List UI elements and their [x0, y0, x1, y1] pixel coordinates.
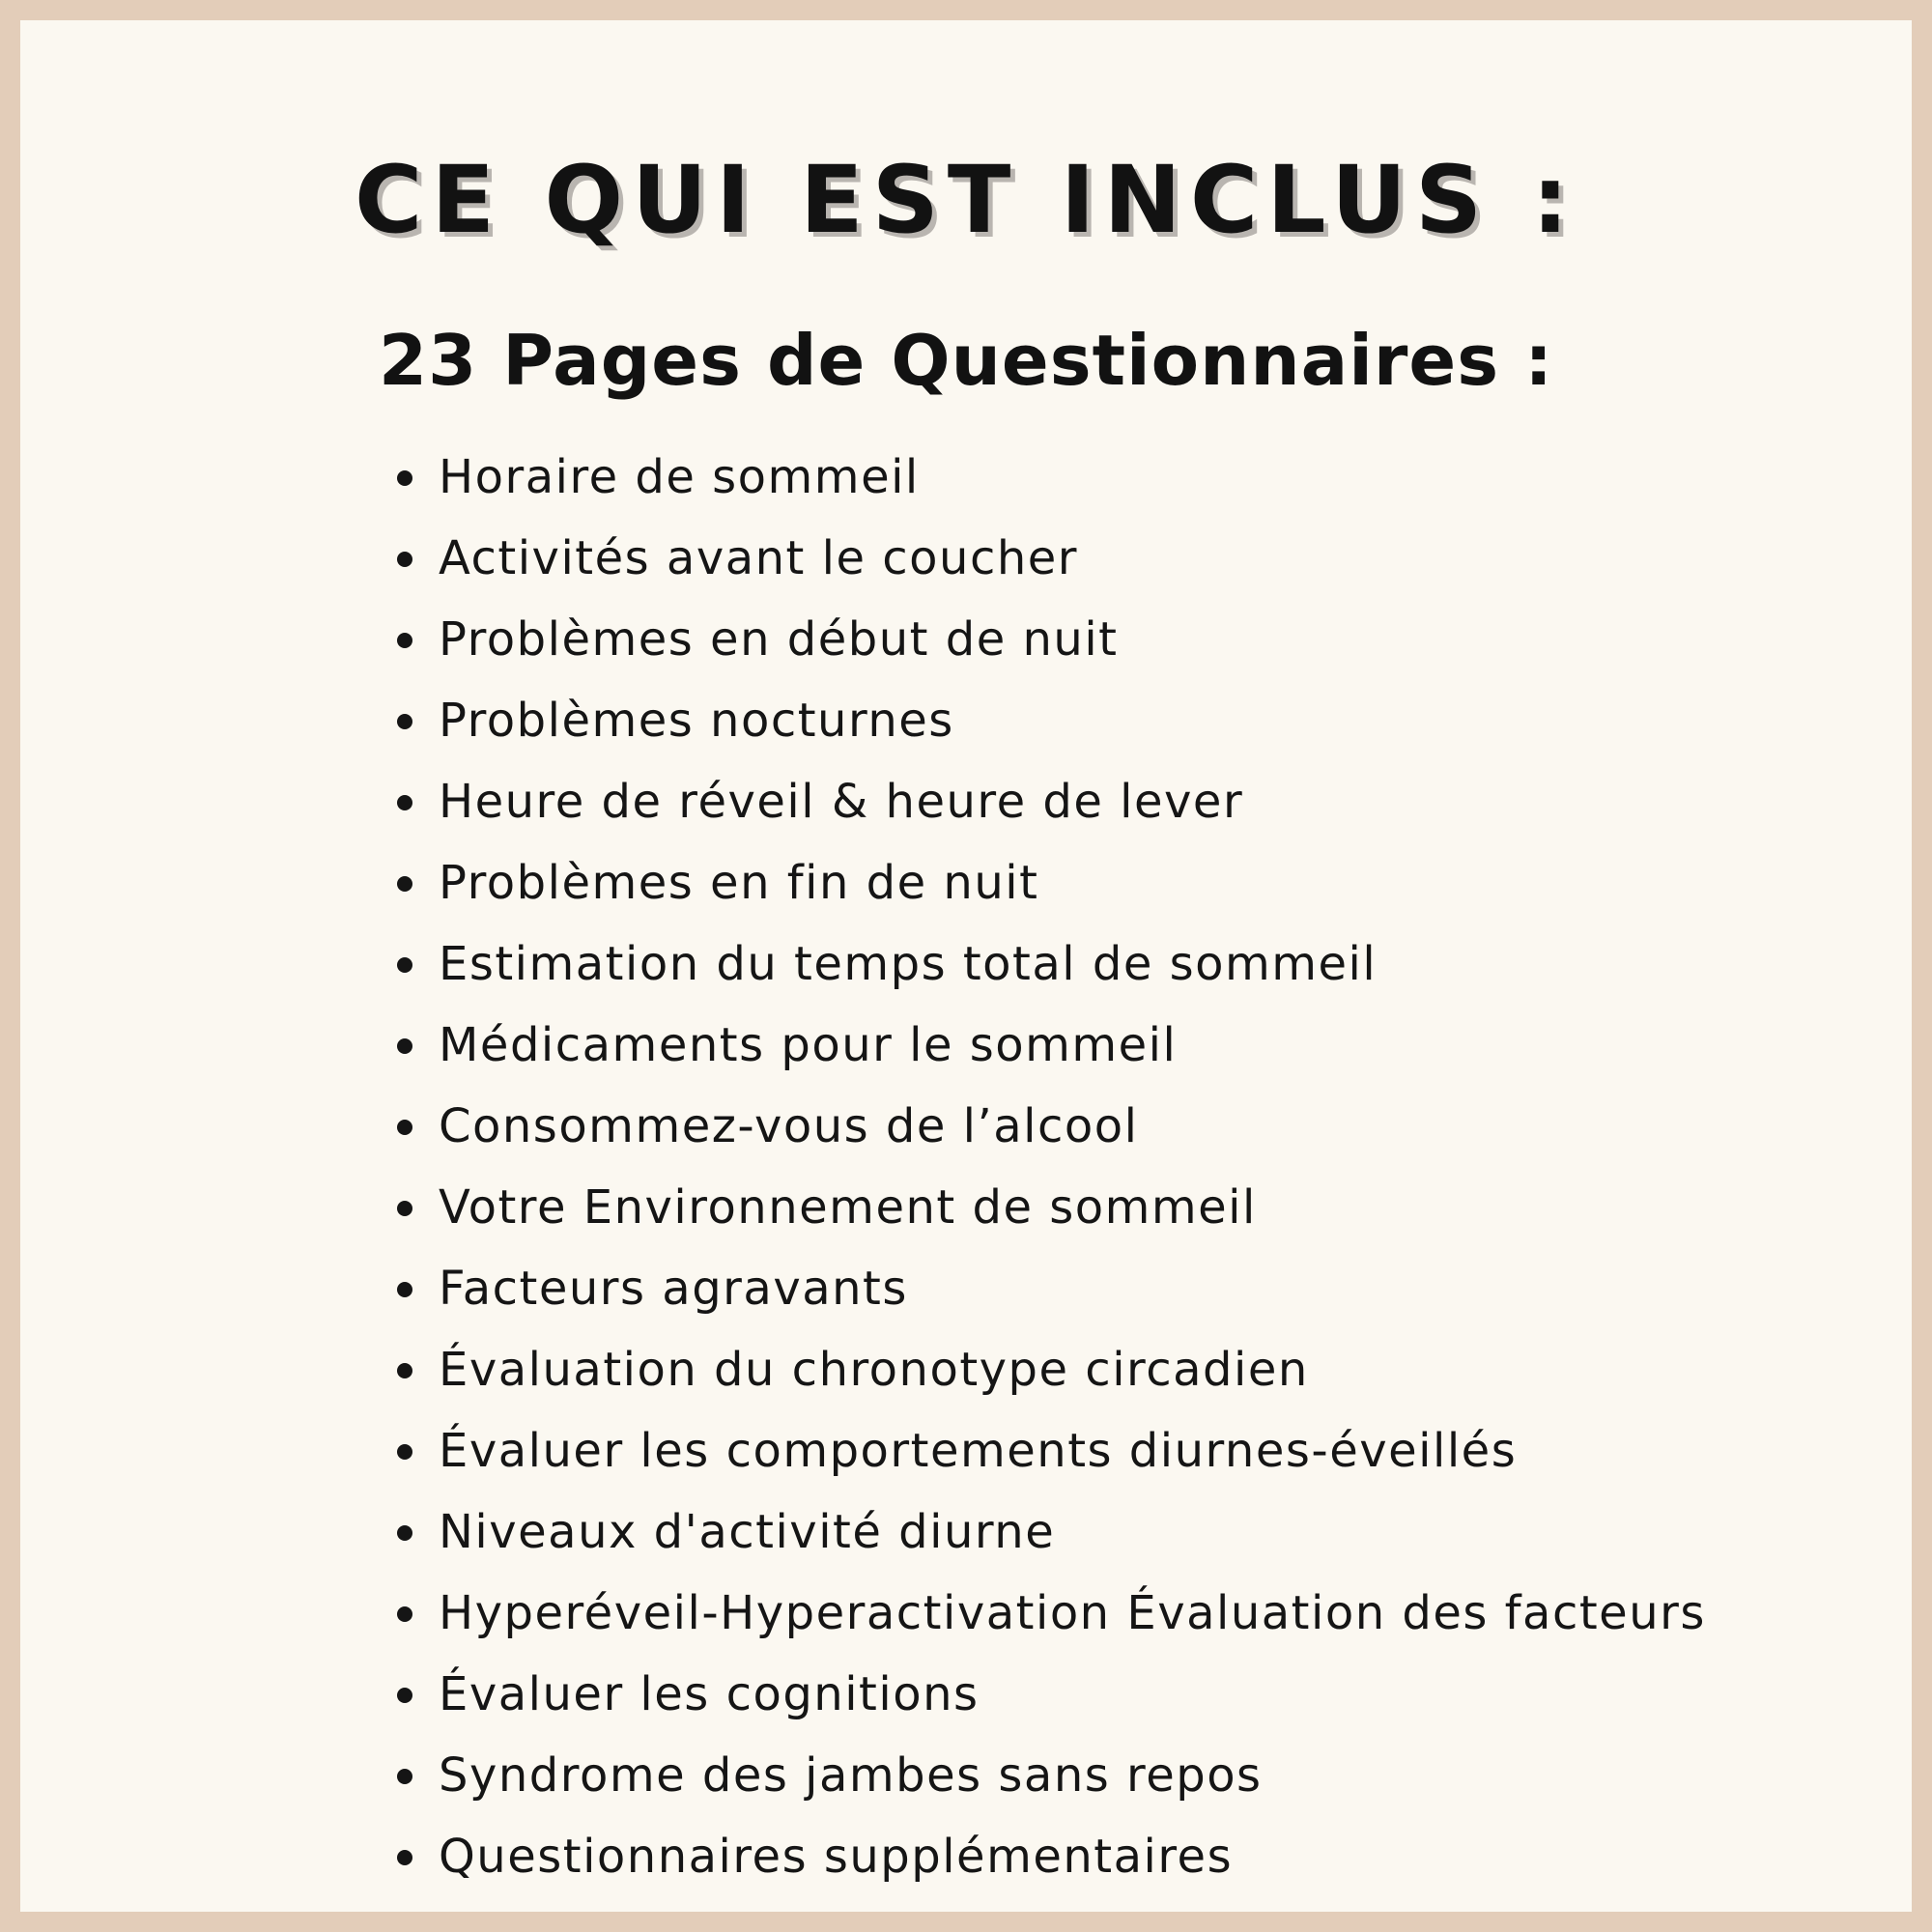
- list-item: [376, 1254, 1706, 1335]
- page-title: CE QUI EST INCLUS :: [355, 146, 1577, 254]
- list-item: [376, 1578, 1706, 1660]
- bullet-icon: [397, 1282, 412, 1297]
- list-item-label: Votre Environnement de sommeil: [439, 1180, 1257, 1235]
- list-item-label: Syndrome des jambes sans repos: [439, 1748, 1263, 1803]
- list-item-label: Heure de réveil & heure de lever: [439, 775, 1244, 829]
- bullet-icon: [397, 1850, 412, 1865]
- list-item-label: Questionnaires supplémentaires: [439, 1830, 1234, 1884]
- list-item-label: Évaluer les comportements diurnes-éveillés: [439, 1424, 1518, 1478]
- list-item: [376, 1416, 1706, 1497]
- bullet-icon: [397, 1606, 412, 1622]
- list-item-label: Horaire de sommeil: [439, 450, 920, 504]
- list-item: [376, 524, 1706, 605]
- bullet-icon: [397, 1120, 412, 1135]
- list-item: [376, 848, 1706, 929]
- bullet-icon: [397, 876, 412, 892]
- bullet-icon: [397, 1769, 412, 1784]
- bullet-icon: [397, 470, 412, 486]
- list-item: [376, 442, 1706, 524]
- list-item-label: Problèmes nocturnes: [439, 694, 954, 748]
- list-item-label: Problèmes en début de nuit: [439, 612, 1119, 667]
- questionnaire-list: [376, 442, 1706, 1903]
- bullet-icon: [397, 1363, 412, 1378]
- list-item-label: Estimation du temps total de sommeil: [439, 937, 1378, 991]
- list-item-label: Médicaments pour le sommeil: [439, 1018, 1178, 1072]
- bullet-icon: [397, 957, 412, 973]
- bullet-icon: [397, 1201, 412, 1216]
- list-item-label: Hyperéveil-Hyperactivation Évaluation des facteurs: [439, 1586, 1706, 1640]
- list-item: [376, 767, 1706, 848]
- list-item-label: Problèmes en fin de nuit: [439, 856, 1039, 910]
- list-item-label: Consommez-vous de l’alcool: [439, 1099, 1139, 1153]
- page-subtitle: 23 Pages de Questionnaires :: [379, 320, 1553, 401]
- list-item: [376, 929, 1706, 1010]
- bullet-icon: [397, 633, 412, 648]
- list-item: [376, 686, 1706, 767]
- list-item: [376, 1335, 1706, 1416]
- list-item: [376, 1497, 1706, 1578]
- list-item: [376, 1173, 1706, 1254]
- list-item: [376, 1741, 1706, 1822]
- bullet-icon: [397, 552, 412, 567]
- bullet-icon: [397, 1525, 412, 1541]
- list-item: [376, 1092, 1706, 1173]
- list-item-label: Facteurs agravants: [439, 1262, 908, 1316]
- list-item-label: Activités avant le coucher: [439, 531, 1079, 585]
- list-item-label: Niveaux d'activité diurne: [439, 1505, 1056, 1559]
- list-item-label: Évaluation du chronotype circadien: [439, 1343, 1309, 1397]
- bullet-icon: [397, 714, 412, 729]
- list-item: [376, 1010, 1706, 1092]
- bullet-icon: [397, 795, 412, 810]
- list-item-label: Évaluer les cognitions: [439, 1667, 980, 1721]
- list-item: [376, 1822, 1706, 1903]
- bullet-icon: [397, 1688, 412, 1703]
- bullet-icon: [397, 1444, 412, 1460]
- bullet-icon: [397, 1038, 412, 1054]
- list-item: [376, 1660, 1706, 1741]
- list-item: [376, 605, 1706, 686]
- page-card: [20, 20, 1912, 1912]
